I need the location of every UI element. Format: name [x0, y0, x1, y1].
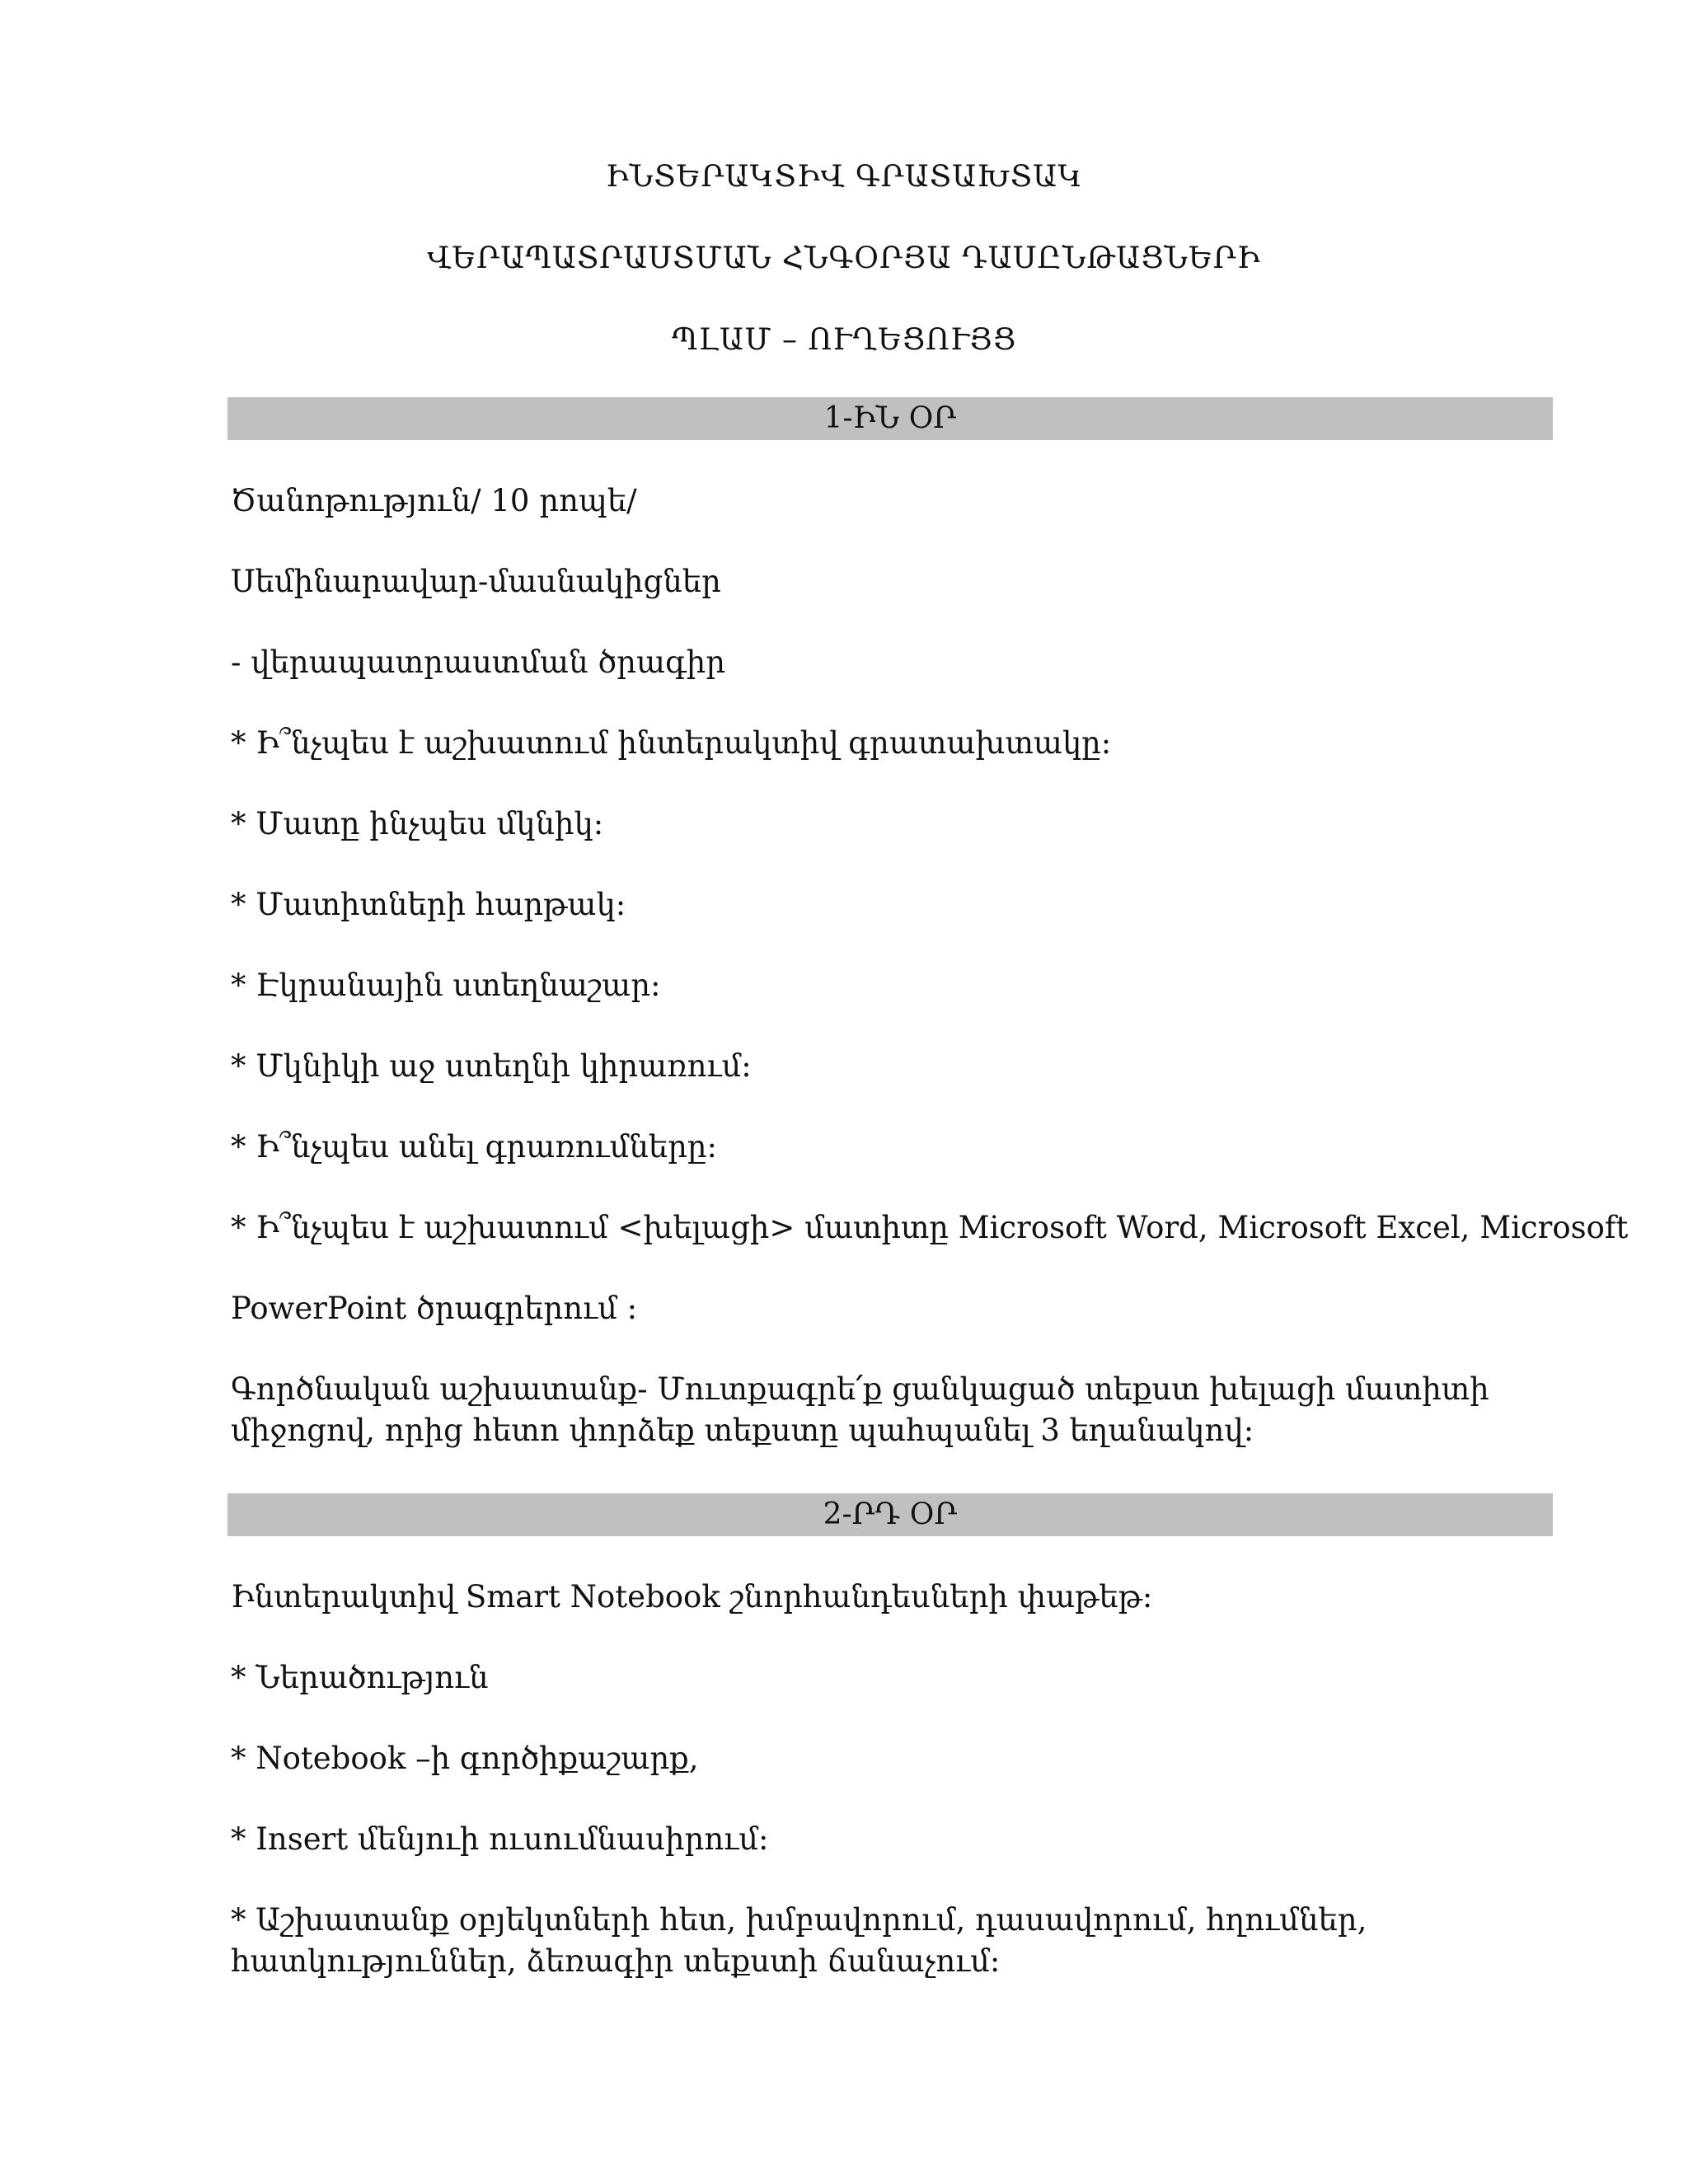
day-2-item: Ինտերակտիվ Smart Notebook շնորհանդեսների փաթեթ: — [231, 1579, 1153, 1615]
day-2-item: * Insert մենյուի ուսումնասիրում: — [231, 1821, 769, 1857]
day-2-item: * Ներածություն — [231, 1660, 489, 1695]
document-plan-title: ՊԼԱՄ – ՈՒՂԵՑՈՒՅՑ — [672, 323, 1016, 357]
day-1-header: 1-ԻՆ ՕՐ — [227, 397, 1553, 440]
day-1-item: * Էկրանային ստեղնաշար: — [231, 968, 661, 1003]
day-1-item: * Մատիտների հարթակ: — [231, 887, 626, 922]
day-1-item: Սեմինարավար-մասնակիցներ — [231, 564, 721, 599]
day-1-item: * Մկնիկի աջ ստեղնի կիրառում: — [231, 1048, 752, 1084]
day-1-item: * Ի՞նչպես է աշխատում ինտերակտիվ գրատախտակը: — [231, 725, 1112, 761]
day-2-item: * Notebook –ի գործիքաշարք, — [231, 1741, 699, 1776]
day-1-practice-task: Գործնական աշխատանք- Մուտքագրե՛ք ցանկացած տեքստ խելացի մատիտի միջոցով, որից հետո փորձեք տեքստը պահպանել 3 եղանակով: — [231, 1371, 1489, 1448]
day-1-item: - վերապատրաստման ծրագիր — [231, 644, 726, 680]
day-1-item: * Ի՞նչպես է աշխատում <խելացի> մատիտը Microsoft Word, Microsoft Excel, Microsoft — [231, 1210, 1629, 1245]
day-2-objects-item: * Աշխատանք օբյեկտների հետ, խմբավորում, դասավորում, հղումներ, հատկություններ, ձեռագիր տեքստի ճանաչում: — [231, 1902, 1367, 1979]
day-1-item: * Ի՞նչպես անել գրառումները: — [231, 1129, 717, 1165]
day-2-header: 2-ՐԴ ՕՐ — [227, 1493, 1553, 1536]
document-subtitle: ՎԵՐԱՊԱՏՐԱՍՏՄԱՆ ՀՆԳՕՐՅԱ ԴԱՍԸՆԹԱՑՆԵՐԻ — [427, 241, 1261, 275]
day-1-item: * Մատը ինչպես մկնիկ: — [231, 806, 604, 841]
day-1-item: Ծանոթություն/ 10 րոպե/ — [231, 483, 637, 518]
document-title: ԻՆՏԵՐԱԿՏԻՎ ԳՐԱՏԱԽՏԱԿ — [605, 160, 1083, 194]
day-1-item: PowerPoint ծրագրերում : — [231, 1291, 638, 1326]
